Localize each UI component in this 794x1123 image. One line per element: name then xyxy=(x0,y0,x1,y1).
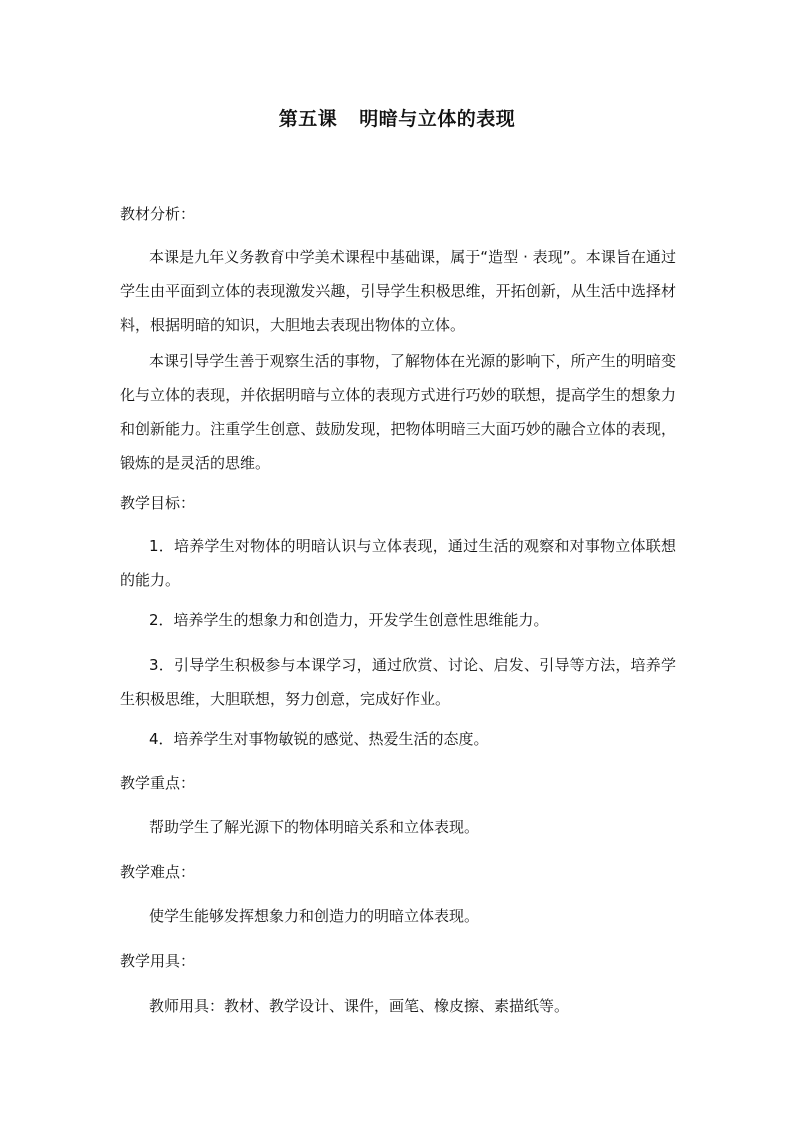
paragraph-analysis-2: 本课引导学生善于观察生活的事物，了解物体在光源的影响下，所产生的明暗变化与立体的表现，并依据明暗与立体的表现方式进行巧妙的联想，提高学生的想象力和创新能力。注重学生创意、鼓励发现，把物体明暗三大面巧妙的融合立体的表现，锻炼的是灵活的思维。 xyxy=(120,352,676,472)
paragraph-analysis-1: 本课是九年义务教育中学美术课程中基础课，属于“造型 · 表现”。本课旨在通过学生由平面到立体的表现激发兴趣，引导学生积极思维，开拓创新，从生活中选择材料，根据明暗的知识，大胆地去表现出物体的立体。 xyxy=(120,248,676,334)
title-topic: 明暗与立体的表现 xyxy=(359,108,516,130)
section-heading-analysis: 教材分析： xyxy=(120,205,196,223)
goal-item-2: 2．培养学生的想象力和创造力，开发学生创意性思维能力。 xyxy=(149,611,549,629)
paragraph-tools: 教师用具：教材、教学设计、课件，画笔、橡皮擦、素描纸等。 xyxy=(149,997,570,1015)
paragraph-key-points: 帮助学生了解光源下的物体明暗关系和立体表现。 xyxy=(149,818,480,836)
section-heading-tools: 教学用具： xyxy=(120,952,196,970)
section-heading-goals: 教学目标： xyxy=(120,494,196,512)
title-lesson: 第五课 xyxy=(278,108,338,130)
goal-item-3: 3．引导学生积极参与本课学习，通过欣赏、讨论、启发、引导等方法，培养学生积极思维，大胆联想，努力创意，完成好作业。 xyxy=(120,656,676,708)
goal-item-1: 1．培养学生对物体的明暗认识与立体表现，通过生活的观察和对事物立体联想的能力。 xyxy=(120,537,676,589)
goal-item-4: 4．培养学生对事物敏锐的感觉、热爱生活的态度。 xyxy=(149,730,489,748)
section-heading-difficulty: 教学难点： xyxy=(120,863,196,881)
paragraph-difficulty: 使学生能够发挥想象力和创造力的明暗立体表现。 xyxy=(149,907,480,925)
page-title xyxy=(0,104,794,131)
section-heading-key-points: 教学重点： xyxy=(120,774,196,792)
